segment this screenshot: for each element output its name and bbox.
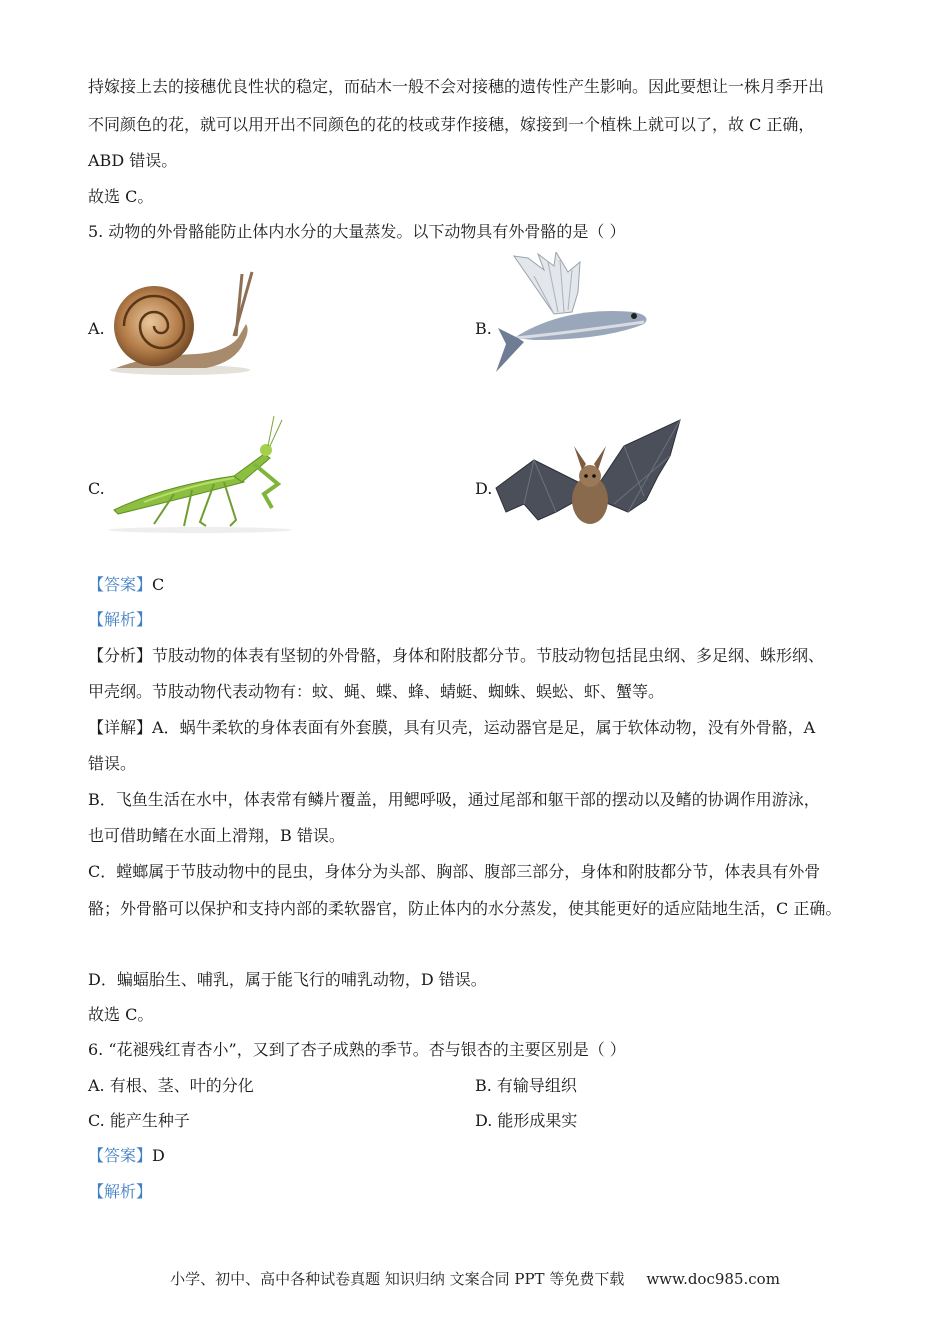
question-5-stem: 5. 动物的外骨骼能防止体内水分的大量蒸发。以下动物具有外骨骼的是（ ） [88,222,626,241]
mantis-image [104,414,296,534]
page-footer [0,1268,950,1289]
q6-answer-line [88,1145,165,1167]
text-line: ABD 错误。 [88,151,178,170]
option-a-label: A. [88,319,105,338]
fenxi-line-2: 甲壳纲。节肢动物代表动物有：蚊、蝇、蝶、蜂、蜻蜓、蜘蛛、蜈蚣、虾、蟹等。 [88,682,665,701]
q6-answer-value: D [152,1146,165,1165]
analysis-tag: 【解析】 [88,610,153,629]
text-line: 故选 C。 [88,187,154,206]
q6-option-a: A. 有根、茎、叶的分化 [88,1076,254,1095]
snail-image [106,268,254,378]
xiangjie-tag: 【详解】 [88,718,153,737]
fenxi-text: 节肢动物的体表有坚韧的外骨骼，身体和附肢都分节。节肢动物包括昆虫纲、多足纲、蛛形纲、 [152,646,825,665]
option-b-label: B. [475,319,492,338]
option-d-label: D. [475,479,493,498]
text-line: C．螳螂属于节肢动物中的昆虫，身体分为头部、胸部、腹部三部分，身体和附肢都分节，体表具有外骨 [88,862,821,881]
question-6-stem: 6. “花褪残红青杏小”，又到了杏子成熟的季节。杏与银杏的主要区别是（ ） [88,1040,626,1059]
text-line: B．飞鱼生活在水中，体表常有鳞片覆盖，用鳃呼吸，通过尾部和躯干部的摆动以及鳍的协调作用游泳， [88,790,820,809]
text-line: 也可借助鳍在水面上滑翔，B 错误。 [88,826,345,845]
q6-option-d: D. 能形成果实 [475,1111,578,1130]
fenxi-line [88,645,824,667]
text-line: 骼；外骨骼可以保护和支持内部的柔软器官，防止体内的水分蒸发，使其能更好的适应陆地生活，C 正确。 [88,899,842,918]
q6-option-b: B. 有输导组织 [475,1076,577,1095]
answer-line [88,574,164,596]
footer-site-link[interactable]: www.doc985.com [646,1270,780,1288]
text-line: 不同颜色的花，就可以用开出不同颜色的花的枝或芽作接穗，嫁接到一个植株上就可以了，故 C 正确， [88,115,815,134]
xiangjie-text: A．蜗牛柔软的身体表面有外套膜，具有贝壳，运动器官是足，属于软体动物，没有外骨骼，A [152,718,816,737]
text-line: 持嫁接上去的接穗优良性状的稳定，而砧木一般不会对接穗的遗传性产生影响。因此要想让一株月季开出 [88,77,825,96]
bat-image [494,416,684,532]
text-line: 错误。 [88,754,137,773]
xiangjie-line [88,717,815,739]
text-line: D．蝙蝠胎生、哺乳，属于能飞行的哺乳动物，D 错误。 [88,970,487,989]
q6-option-c: C. 能产生种子 [88,1111,190,1130]
footer-text: 小学、初中、高中各种试卷真题 知识归纳 文案合同 PPT 等免费下载 [170,1270,625,1288]
flying-fish-image [494,252,654,380]
answer-tag: 【答案】 [88,575,153,594]
fenxi-tag: 【分析】 [88,646,153,665]
text-line: 故选 C。 [88,1005,154,1024]
q6-analysis-tag: 【解析】 [88,1182,153,1201]
option-c-label: C. [88,479,105,498]
q6-answer-tag: 【答案】 [88,1146,153,1165]
answer-value: C [152,575,165,594]
